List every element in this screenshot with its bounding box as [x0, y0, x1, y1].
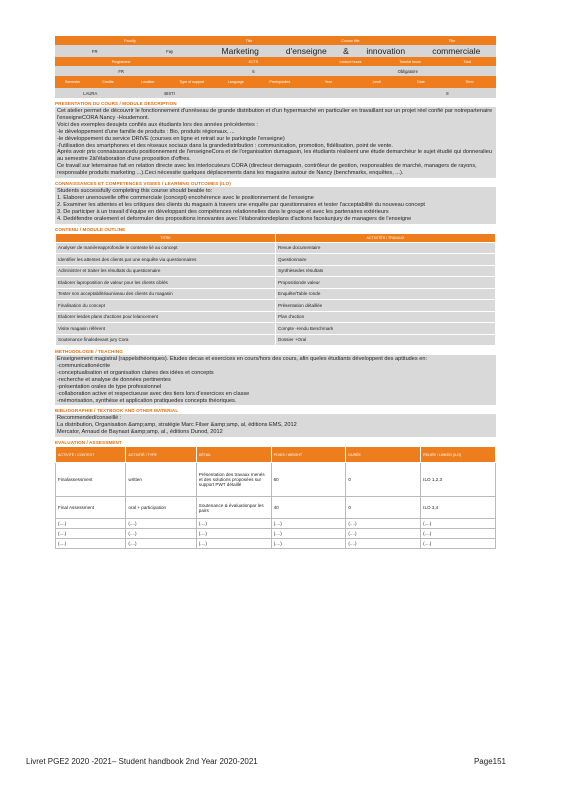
header-table — [55, 36, 496, 45]
presentation-box — [55, 107, 496, 178]
outline-cell: Tester son acceptabilitéauniveau des clients du magasin — [56, 288, 276, 300]
evaluation-cell: (....) — [346, 519, 421, 529]
bibliography-line: Mercator, Arnaud de Baynast &amp;amp, al., éditions Dunod, 2012 — [57, 429, 223, 436]
header-value: 8 — [399, 88, 496, 98]
table-row — [56, 497, 496, 519]
evaluation-cell: 40 — [271, 497, 346, 519]
bibliography-box — [55, 414, 496, 437]
table-row — [56, 529, 496, 539]
evaluation-cell: ILO 3,4 — [421, 497, 496, 519]
header-label: Term — [443, 76, 496, 88]
header-value: BISTI — [126, 88, 214, 98]
evaluation-cell: (....) — [196, 529, 271, 539]
table-row — [56, 334, 496, 346]
evaluation-cell: (....) — [56, 529, 126, 539]
header-value: Fay — [134, 45, 205, 57]
outline-header: ACTIVITÉS / TRAVAUX — [276, 233, 496, 242]
evaluation-cell: (....) — [126, 519, 196, 529]
evaluation-cell: (....) — [421, 539, 496, 549]
outline-header: TITRE — [56, 233, 276, 242]
page-footer — [26, 757, 506, 766]
evaluation-cell: (....) — [126, 539, 196, 549]
presentation-line: -le développement d'une famille de produits : Bio, produits régionaux, ... — [57, 128, 235, 135]
methodology-line: -communicationécrite — [57, 363, 111, 369]
table-row — [56, 242, 496, 254]
outline-cell: Revue documentaire — [276, 242, 496, 254]
evaluation-header: POIDS / WEIGHT — [271, 447, 346, 463]
header-label: Title — [408, 36, 496, 45]
header-label: Year — [302, 76, 355, 88]
course-title-part: d'enseigne — [275, 45, 337, 57]
header-value: 6 — [187, 66, 319, 76]
presentation-line: -le développement du service DRIVE (courses en ligne et retrait sur le parkingde l'enseigne) — [57, 135, 285, 142]
header-row-2-table — [55, 57, 496, 76]
header-label: Title — [205, 36, 293, 45]
outline-title: CONTENU / MODULE OUTLINE — [55, 226, 126, 232]
outline-cell: Elaborer lesdes plans d'actions pour lelancement — [56, 311, 276, 323]
outline-cell: Synthèsedes résultats — [276, 265, 496, 277]
outcome-line: 3. De participer à un travail d'équipe en développant des compétences relationnelles dans le groupe et avec les partenaires extérieurs — [57, 208, 389, 215]
evaluation-cell: (....) — [271, 539, 346, 549]
header-label: Type of support — [170, 76, 214, 88]
header-label: Language — [214, 76, 258, 88]
bibliography-title: BIBLIOGRAPHIE / TEXTBOOK AND OTHER MATERIAL — [55, 408, 179, 414]
evaluation-header: ACTIVITÉ / TYPE — [126, 447, 196, 463]
header-values-1 — [55, 45, 496, 57]
outline-cell: Dossier +Oral — [276, 334, 496, 346]
evaluation-cell: (....) — [346, 539, 421, 549]
presentation-line: Cet atelier permet de découvrir le fonctionnement d'unréseau de grande distribution et d'un hypermarché en particulier en travaillant sur un projet réel confié par notrepartenaire l'enseigneCORA Nancy -Houdemont. — [57, 108, 493, 121]
evaluation-header: DURÉE — [346, 447, 421, 463]
evaluation-cell: written — [126, 463, 196, 497]
header-label: Programme — [55, 57, 187, 66]
bibliography-line: La distribution, Organisation &amp;amp, stratégie Marc Filser &amp;amp, al, éditions EMS, 2012 — [57, 422, 297, 429]
evaluation-header: RELIÉE / LINKED (ILO) — [421, 447, 496, 463]
course-title-part: innovation — [355, 45, 417, 57]
outline-cell: Plan d'action — [276, 311, 496, 323]
course-sheet — [55, 36, 496, 549]
evaluation-cell: (....) — [271, 529, 346, 539]
table-row — [56, 254, 496, 266]
methodology-title: METHODOLOGIE / TEACHING — [55, 349, 123, 355]
methodology-line: -conceptualisation et organisation claires des idées et concepts — [57, 369, 214, 376]
presentation-line: -l'utilisation des smartphones et des réseaux sociaux dans la grandedistribution : communication, promotion, fidélisation, point de vente. — [57, 142, 393, 149]
header-label: Total — [439, 57, 496, 66]
header-label: Prerequisites — [258, 76, 302, 88]
table-row — [56, 539, 496, 549]
evaluation-cell: (....) — [196, 539, 271, 549]
outline-cell: Enquête/Table ronde — [276, 288, 496, 300]
outcomes-box — [55, 187, 496, 224]
header-label: Faculty — [55, 36, 205, 45]
course-title-part: & — [337, 45, 355, 57]
evaluation-cell: 0 — [346, 463, 421, 497]
outline-table — [55, 233, 496, 347]
evaluation-cell: (....) — [196, 519, 271, 529]
header-value: LAURA — [55, 88, 126, 98]
outline-cell: Finalisation du concept — [56, 300, 276, 312]
methodology-line: -mémorisation, synthèse et application pratiquedes concepts théoriques. — [57, 397, 237, 404]
page-number: Page151 — [473, 757, 506, 766]
outline-cell: Compte -rendu Benchmark — [276, 323, 496, 335]
course-title-part: Marketing — [205, 45, 276, 57]
header-row-3-table — [55, 76, 496, 98]
evaluation-cell: Soutenance & évaluationpar les pairs — [196, 497, 271, 519]
header-label: Course title — [293, 36, 408, 45]
evaluation-cell: 0 — [346, 497, 421, 519]
bibliography-line: Recommended/conseillé : — [57, 415, 122, 422]
header-label: Date — [399, 76, 443, 88]
outline-cell: Visite magasin référent — [56, 323, 276, 335]
evaluation-cell: (....) — [56, 519, 126, 529]
methodology-line: Enseignement magistral (rappelsthéoriques). Etudes decas et exercices en cours/hors des cours, afin queles étudiants développent des aptitudes en: — [57, 356, 428, 363]
header-value: Obligatoire — [320, 66, 496, 76]
header-label: Location — [126, 76, 170, 88]
methodology-box — [55, 355, 496, 405]
outline-cell: Soutenance finaledevant jury Cora — [56, 334, 276, 346]
evaluation-cell: oral + participation — [126, 497, 196, 519]
presentation-line: Voici des exemples desujets confiés aux étudiants lors des années précédentes : — [57, 121, 258, 128]
methodology-line: -collaboration active et respectueuse avec des tiers lors d'exercices en classe — [57, 390, 250, 397]
outline-cell: Elaborer laproposition de valeur pour les clients ciblés — [56, 277, 276, 289]
header-label: Level — [355, 76, 399, 88]
table-row — [56, 277, 496, 289]
outcome-line: Students successfully completing this course should beable to: — [57, 188, 213, 195]
outline-cell: Analyser de manièreapprofondie le contexte lié au concept — [56, 242, 276, 254]
evaluation-title: EVALUATION / ASSESSMENT — [55, 440, 122, 446]
evaluation-cell: (....) — [421, 519, 496, 529]
evaluation-cell: ILO 1,2,3 — [421, 463, 496, 497]
evaluation-cell: Finalassessment — [56, 463, 126, 497]
evaluation-cell: (....) — [126, 529, 196, 539]
outcomes-title: CONNAISSANCES ET COMPETENCES VISEES / LEARNING OUTCOMES (ILO) — [55, 181, 231, 187]
table-row — [56, 311, 496, 323]
evaluation-cell: Final Assessment — [56, 497, 126, 519]
presentation-title: PRESENTATION DU COURS / MODULE DESCRIPTION — [55, 101, 177, 106]
evaluation-cell: (....) — [271, 519, 346, 529]
course-title-part: commerciale — [417, 45, 496, 57]
evaluation-cell: (....) — [56, 539, 126, 549]
header-label: ECTS — [187, 57, 319, 66]
header-value: FR — [55, 45, 134, 57]
evaluation-header: ACTIVITÉ / CONTEXT — [56, 447, 126, 463]
evaluation-cell: (....) — [346, 529, 421, 539]
header-row-1 — [55, 36, 496, 45]
header-value: FR — [55, 66, 187, 76]
presentation-line: Ce travail sur leterrainse fait en relation directe avec les interlocuteurs CORA (directeur demagasin, contrôleur de gestion, responsables de marché, managers de rayons, responsable produits marketing ...).Ceci nécessite quelques déplacements dans les magasins autour de Nancy (benchmarks, enquêtes, ...). — [57, 163, 477, 177]
evaluation-table — [55, 446, 496, 549]
outline-cell: Administrer et traiter les résultats du questionnaire — [56, 265, 276, 277]
evaluation-header: DÉTAIL — [196, 447, 271, 463]
table-row — [56, 463, 496, 497]
header-label: Tutorial hours — [381, 57, 438, 66]
outline-cell: Questionnaire — [276, 254, 496, 266]
outcome-line: 4. Dedéfendre oralement et deformuler des propositions innovantes avec l'élaborationdeplans d'actions faceàunjury de managers de l'enseigne — [57, 215, 412, 222]
table-row — [56, 265, 496, 277]
header-label: Credits — [90, 76, 125, 88]
footer-left: Livret PGE2 2020 -2021– Student handbook 2nd Year 2020-2021 — [26, 757, 258, 766]
methodology-line: -présentation orales de type professionnel — [57, 383, 162, 390]
outcome-line: 1. Elaborer unenouvelle offre commerciale (concept) encohérence avec le positionnement de l'enseigne — [57, 194, 314, 201]
table-row — [56, 288, 496, 300]
outline-cell: Présentation détaillée — [276, 300, 496, 312]
outline-cell: Identifier les attentes des clients par une enquête via questionnaires — [56, 254, 276, 266]
evaluation-cell: Présentation des travaux menés et des solutions proposées sur support PWT détaillé — [196, 463, 271, 497]
table-row — [56, 519, 496, 529]
table-row — [56, 323, 496, 335]
presentation-line: Après avoir pris connaissancedu positionnement de l'enseigneCora et de l'organisation dumagasin, les étudiants réalisent une étude demarchéur le sujet étudié qui donneralieu au semestre 2àl'élaboration d'une proposition d'offres. — [57, 149, 492, 163]
evaluation-cell: 60 — [271, 463, 346, 497]
methodology-line: -recherche et analyse de données pertinentes — [57, 376, 171, 383]
outcome-line: 2. Examiner les attentes et les critiques des clients du magasin à travers une enquête par questionnaires et tester l'acceptabilité du nouveau concept — [57, 201, 425, 208]
table-row — [56, 300, 496, 312]
outline-cell: Propositionde valeur — [276, 277, 496, 289]
header-label: Lecture hours — [320, 57, 382, 66]
header-label: Semester — [55, 76, 90, 88]
evaluation-cell: (....) — [421, 529, 496, 539]
